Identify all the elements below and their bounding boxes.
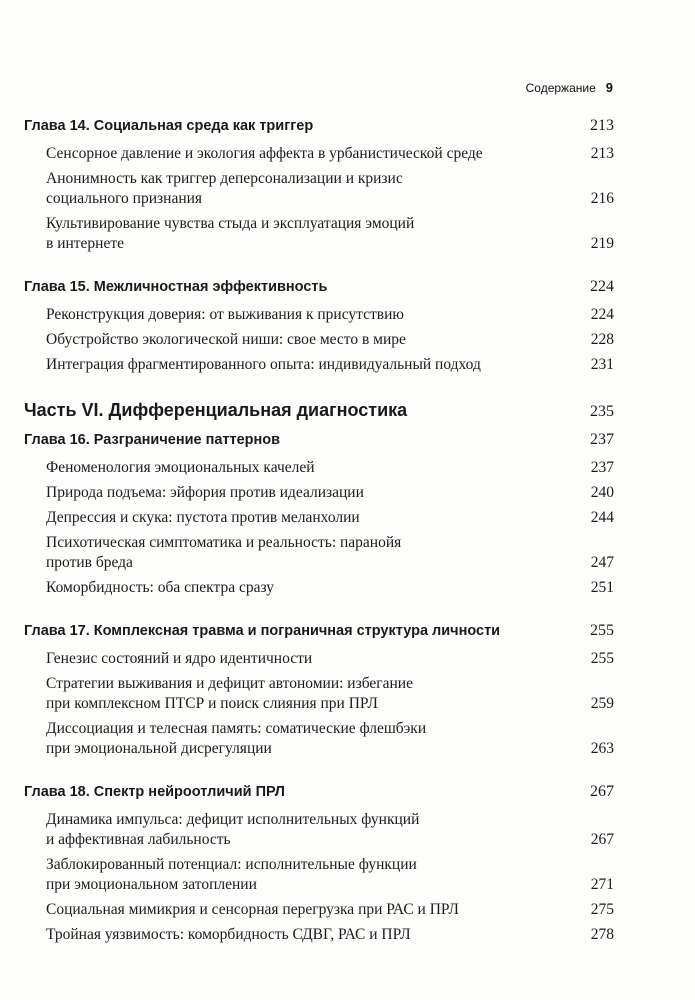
toc-entry[interactable]: [24, 810, 614, 850]
toc-entry-text-line: Природа подъема: эйфория против идеализации: [46, 484, 364, 501]
toc-entry[interactable]: [24, 355, 614, 375]
chapter-title: Глава 15. Межличностная эффективность: [24, 279, 328, 295]
toc-entry-page-number: 259: [590, 695, 614, 712]
toc-entry-text-line: Психотическая симптоматика и реальность: паранойя: [46, 534, 402, 551]
toc-entry-page-number: 231: [590, 356, 614, 373]
chapter-heading[interactable]: [24, 277, 614, 297]
toc-entry-page-number: 237: [590, 459, 614, 476]
toc-entry-page-number: 219: [590, 235, 614, 252]
toc-entry-page-number: 244: [590, 509, 614, 526]
toc-entry-text-line: в интернете: [46, 235, 125, 252]
table-of-contents: [24, 116, 614, 950]
toc-entry-page-number: 251: [590, 579, 614, 596]
header-page-number: 9: [605, 80, 613, 95]
toc-entry[interactable]: [24, 855, 614, 895]
toc-entry-text-line: Генезис состояний и ядро идентичности: [46, 650, 313, 667]
chapter-title: Глава 16. Разграничение паттернов: [24, 432, 281, 448]
toc-entry-text-line: социального признания: [46, 190, 203, 207]
toc-entry-text-line: Динамика импульса: дефицит исполнительных функций: [46, 811, 420, 828]
toc-entry-text-line: Тройная уязвимость: коморбидность СДВГ, РАС и ПРЛ: [46, 926, 411, 943]
toc-entry-text-line: Заблокированный потенциал: исполнительные функции: [46, 856, 417, 873]
toc-entry-text-line: при эмоциональной дисрегуляции: [46, 740, 272, 757]
chapter-heading[interactable]: [24, 116, 614, 136]
chapter-title: Глава 18. Спектр нейроотличий ПРЛ: [24, 784, 285, 800]
toc-entry-text-line: Диссоциация и телесная память: соматические флешбэки: [46, 720, 427, 737]
toc-entry[interactable]: [24, 483, 614, 503]
toc-entry[interactable]: [24, 674, 614, 714]
toc-entry-text-line: Интеграция фрагментированного опыта: индивидуальный подход: [46, 356, 481, 373]
toc-entry-text-line: Анонимность как триггер деперсонализации и кризис: [46, 170, 403, 187]
chapter-title: Глава 14. Социальная среда как триггер: [24, 118, 314, 134]
toc-entry-text-line: против бреда: [46, 554, 133, 571]
toc-entry-text-line: Реконструкция доверия: от выживания к присутствию: [46, 306, 404, 323]
toc-entry[interactable]: [24, 508, 614, 528]
toc-entry-page-number: 216: [590, 190, 614, 207]
toc-entry-text-line: Коморбидность: оба спектра сразу: [46, 579, 275, 596]
toc-entry[interactable]: [24, 330, 614, 350]
toc-entry-text-line: при эмоциональном затоплении: [46, 876, 257, 893]
toc-entry-page-number: 213: [590, 145, 614, 162]
chapter-page-number: 255: [590, 622, 614, 639]
chapter-page-number: 267: [590, 783, 614, 800]
toc-entry[interactable]: [24, 169, 614, 209]
toc-entry-text-line: Социальная мимикрия и сенсорная перегрузка при РАС и ПРЛ: [46, 901, 459, 918]
toc-entry-page-number: 263: [590, 740, 614, 757]
header-section-title: Содержание: [525, 81, 596, 95]
toc-entry-text-line: Стратегии выживания и дефицит автономии: избегание: [46, 675, 413, 692]
toc-entry-text-line: Депрессия и скука: пустота против меланхолии: [46, 509, 360, 526]
toc-entry-text-line: Феноменология эмоциональных качелей: [46, 459, 315, 476]
toc-entry-page-number: 271: [590, 876, 614, 893]
toc-entry-page-number: 228: [590, 331, 614, 348]
chapter-heading[interactable]: [24, 430, 614, 450]
toc-entry-page-number: 278: [590, 926, 614, 943]
toc-entry-page-number: 255: [590, 650, 614, 667]
toc-entry[interactable]: [24, 719, 614, 759]
chapter-page-number: 224: [590, 278, 614, 295]
chapter-heading[interactable]: [24, 782, 614, 802]
toc-entry-text-line: Культивирование чувства стыда и эксплуатация эмоций: [46, 215, 415, 232]
toc-entry[interactable]: [24, 578, 614, 598]
toc-entry-page-number: 247: [590, 554, 614, 571]
chapter-title: Глава 17. Комплексная травма и пограничная структура личности: [24, 623, 501, 639]
toc-entry[interactable]: [24, 214, 614, 254]
part-title: Часть VI. Дифференциальная диагностика: [24, 400, 408, 420]
toc-entry[interactable]: [24, 305, 614, 325]
toc-entry-text-line: Обустройство экологической ниши: свое место в мире: [46, 331, 406, 348]
running-header: [526, 80, 613, 95]
chapter-page-number: 213: [590, 117, 614, 134]
toc-entry[interactable]: [24, 925, 614, 945]
toc-entry[interactable]: [24, 649, 614, 669]
toc-entry[interactable]: [24, 533, 614, 573]
toc-entry[interactable]: [24, 458, 614, 478]
toc-entry-page-number: 240: [590, 484, 614, 501]
toc-entry-text-line: при комплексном ПТСР и поиск слияния при ПРЛ: [46, 695, 378, 712]
toc-entry-page-number: 275: [590, 901, 614, 918]
part-page-number: 235: [590, 403, 614, 420]
chapter-page-number: 237: [590, 431, 614, 448]
toc-entry-page-number: 267: [590, 831, 614, 848]
toc-entry-page-number: 224: [590, 306, 614, 323]
chapter-heading[interactable]: [24, 621, 614, 641]
part-heading[interactable]: [24, 398, 614, 422]
toc-entry[interactable]: [24, 900, 614, 920]
toc-entry[interactable]: [24, 144, 614, 164]
toc-entry-text-line: Сенсорное давление и экология аффекта в урбанистической среде: [46, 145, 483, 162]
toc-entry-text-line: и аффективная лабильность: [46, 831, 231, 848]
